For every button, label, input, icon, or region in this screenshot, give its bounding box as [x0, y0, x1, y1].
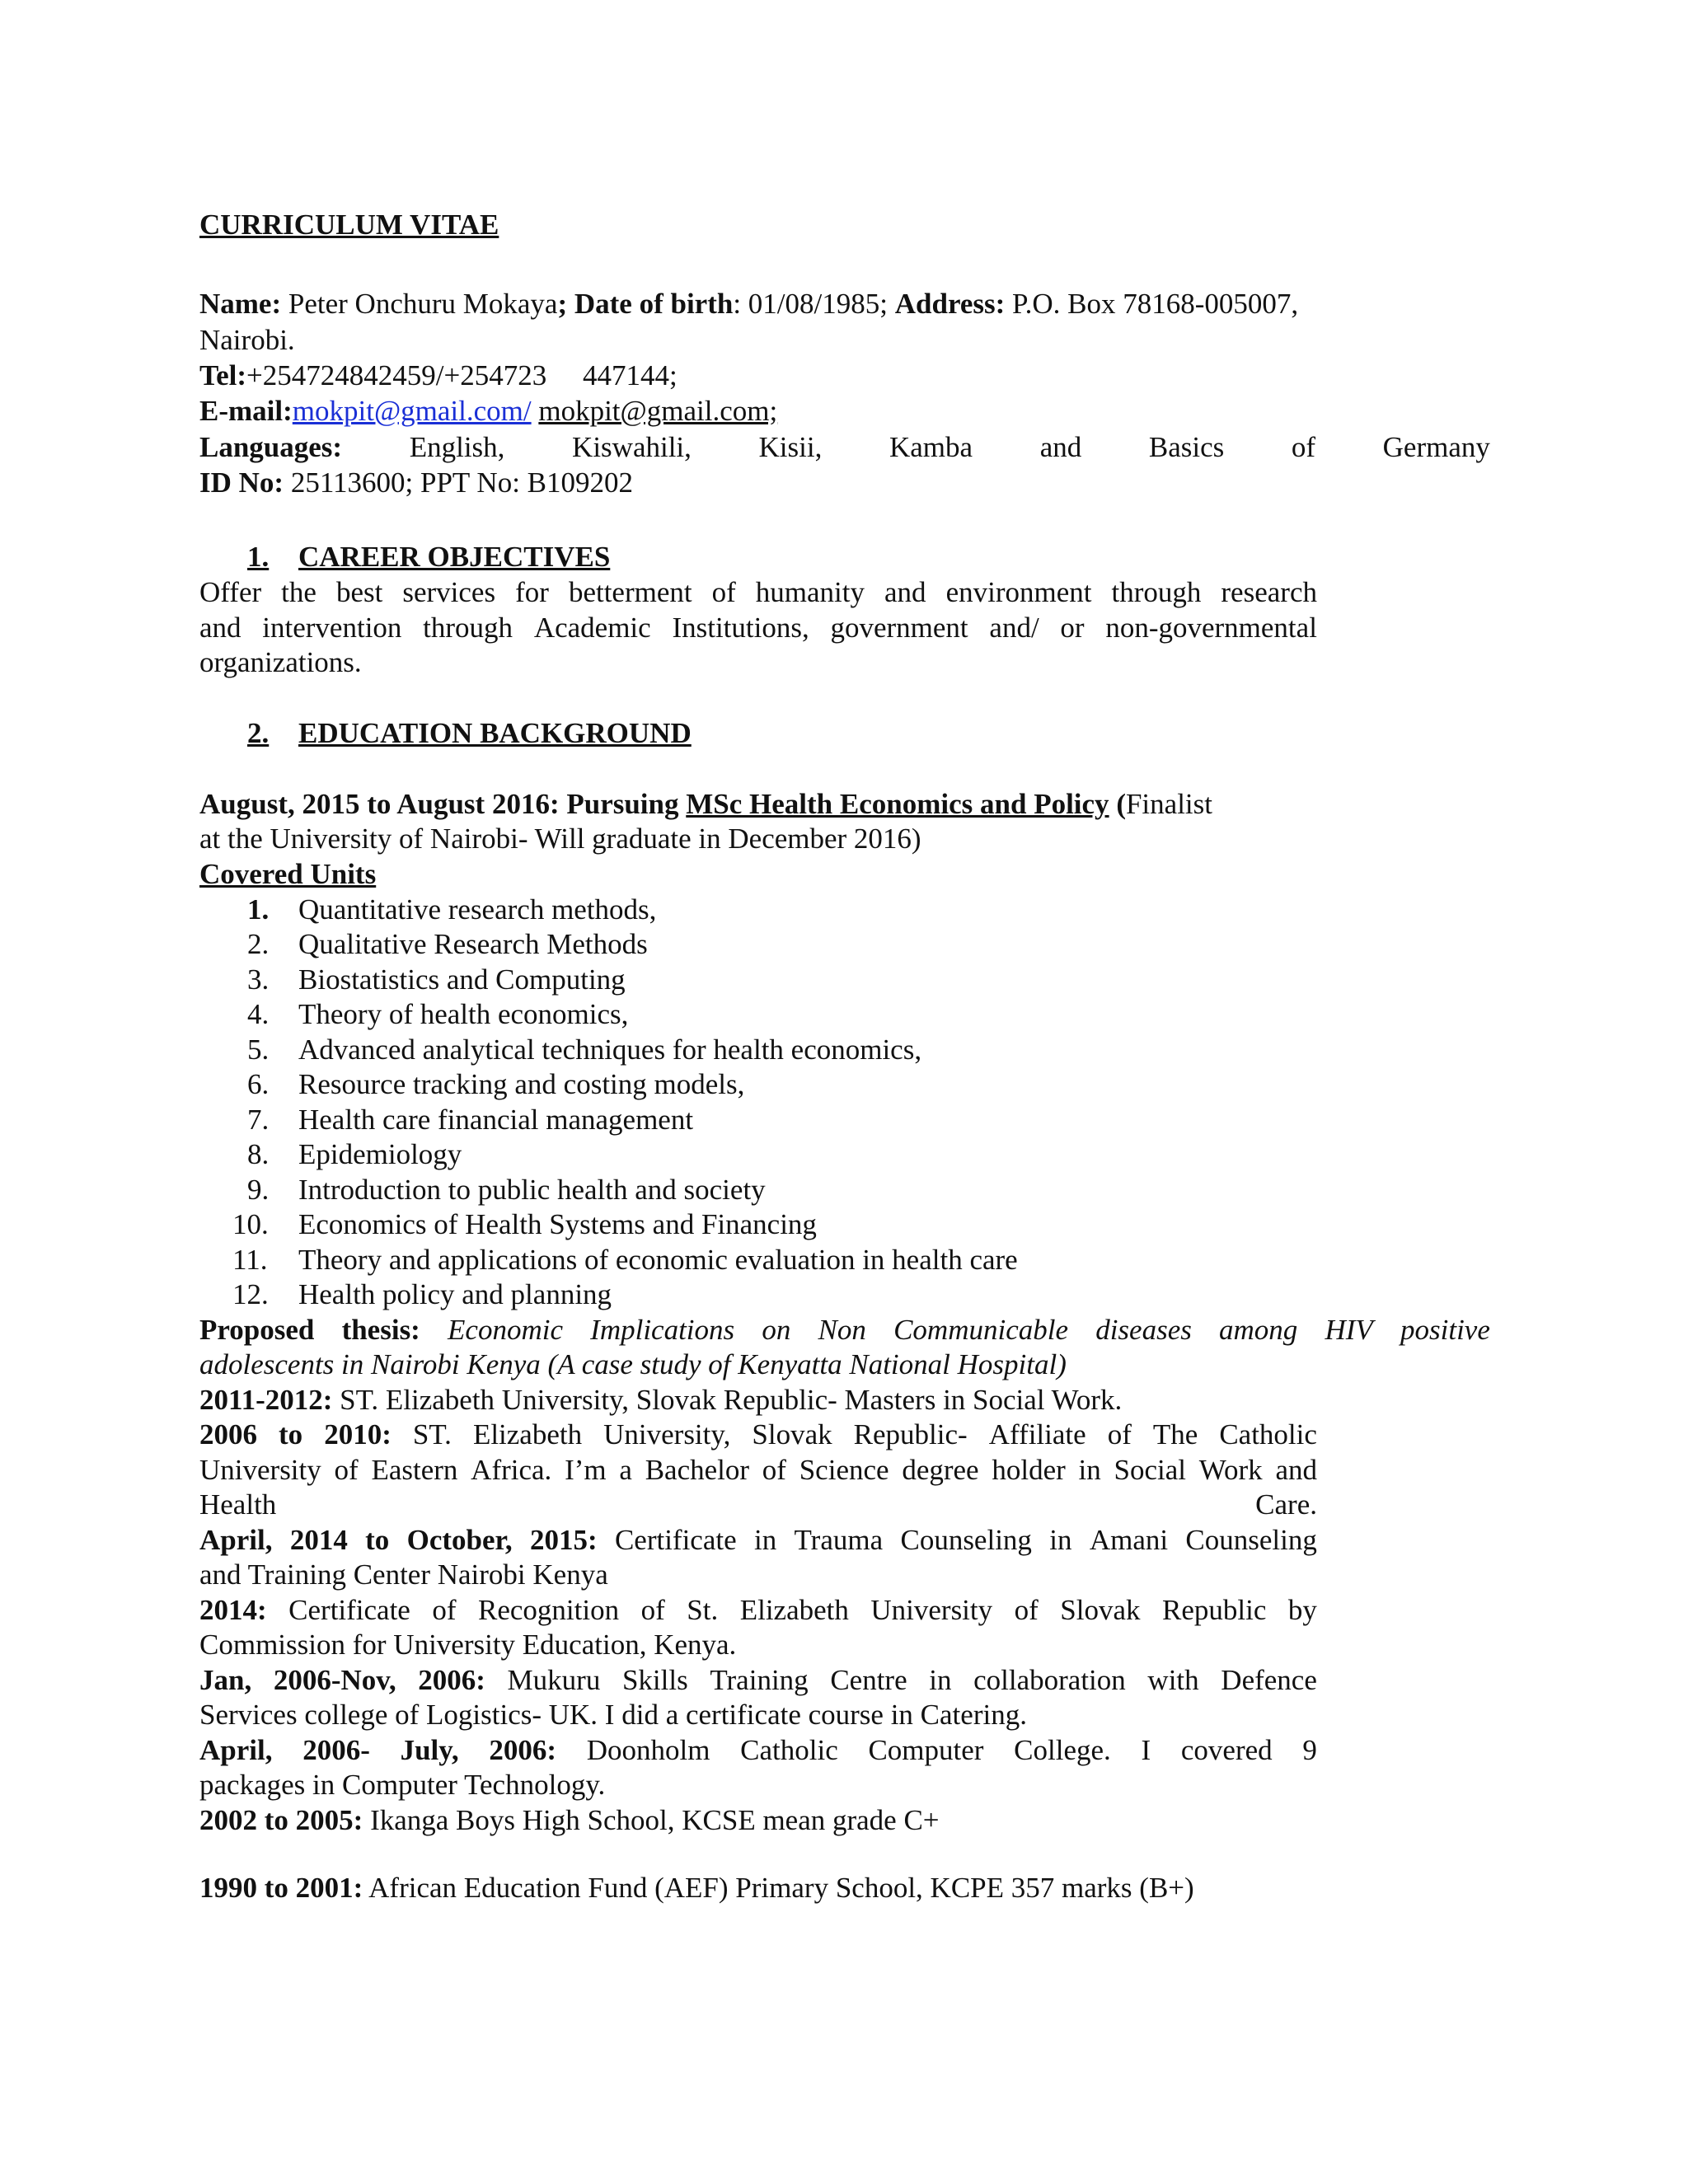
thesis-label-word: Proposed — [199, 1314, 315, 1346]
msc-paren: ( — [1109, 788, 1126, 820]
education-entry-2002 — [199, 1803, 940, 1838]
document-title: CURRICULUM VITAE — [199, 209, 499, 241]
word: Republic — [1162, 1594, 1267, 1626]
unit-text: Quantitative research methods, — [298, 893, 657, 926]
word: betterment — [568, 576, 692, 608]
thesis-word: diseases — [1095, 1314, 1192, 1346]
id-line — [199, 466, 633, 500]
education-entry-2006-line-3 — [199, 1488, 1317, 1522]
word: Elizabeth — [472, 1418, 583, 1451]
entry-date-word: Jan, — [199, 1664, 252, 1696]
entry-date: 2014: — [199, 1594, 267, 1626]
word: Certificate — [288, 1594, 410, 1626]
word: Trauma — [794, 1524, 884, 1556]
unit-number: 5. — [247, 1033, 270, 1066]
word: Doonholm — [586, 1734, 710, 1766]
thesis-label-word: thesis: — [341, 1314, 420, 1346]
word: University — [870, 1594, 993, 1626]
word: services — [402, 576, 496, 608]
word: Care. — [1255, 1488, 1317, 1521]
word: Defence — [1221, 1664, 1317, 1696]
word: Slovak — [1060, 1594, 1141, 1626]
msc-tail: Finalist — [1125, 788, 1212, 820]
word: Counseling — [900, 1524, 1032, 1556]
unit-number: 12. — [232, 1278, 269, 1310]
unit-text: Economics of Health Systems and Financing — [298, 1208, 817, 1240]
word: Catholic — [1219, 1418, 1317, 1451]
word: I’m — [565, 1454, 607, 1486]
education-entry-apr2006-line-1 — [199, 1733, 1317, 1768]
education-entry-2014b-line-1 — [199, 1593, 1317, 1628]
unit-number: 10. — [232, 1208, 269, 1240]
word: Catholic — [740, 1734, 838, 1766]
id-label: ID No: — [199, 466, 284, 499]
word: Training — [710, 1664, 809, 1696]
objective-line-2 — [199, 611, 1317, 645]
languages-label: Languages: — [199, 431, 343, 463]
word: the — [281, 576, 316, 608]
thesis-word: Economic — [448, 1314, 563, 1346]
unit-number: 8. — [247, 1138, 270, 1170]
word: Work — [1198, 1454, 1263, 1486]
word: with — [1147, 1664, 1199, 1696]
education-entry-2014-line-2: and Training Center Nairobi Kenya — [199, 1558, 608, 1591]
unit-number: 7. — [247, 1104, 270, 1136]
word: Skills — [621, 1664, 688, 1696]
objective-line-1 — [199, 575, 1317, 610]
word: and — [199, 612, 241, 644]
word: University, — [603, 1418, 731, 1451]
word: The — [1152, 1418, 1198, 1451]
word: or — [1060, 612, 1085, 644]
unit-number: 2. — [247, 928, 270, 960]
language-word: Kiswahili, — [572, 431, 692, 463]
entry-text: ST. Elizabeth University, Slovak Republic- Masters in Social Work. — [332, 1384, 1123, 1416]
email-link-1[interactable]: mokpit@gmail.com/ — [292, 395, 532, 427]
address-value: P.O. Box 78168-005007, — [1005, 288, 1299, 320]
word: Health — [199, 1488, 277, 1521]
unit-number: 3. — [247, 963, 270, 996]
thesis-word: on — [762, 1314, 791, 1346]
entry-date-word: 2014 — [289, 1524, 348, 1556]
tel-value: +254724842459/+254723 447144; — [246, 359, 678, 391]
thesis-word: Non — [818, 1314, 866, 1346]
word: humanity — [755, 576, 865, 608]
word: Centre — [830, 1664, 907, 1696]
education-entry-2014b-line-2: Commission for University Education, Kenya. — [199, 1629, 737, 1661]
language-word: Kamba — [889, 431, 973, 463]
thesis-word: positive — [1400, 1314, 1490, 1346]
word: Republic- — [853, 1418, 968, 1451]
word: of — [432, 1594, 457, 1626]
word: ST. — [412, 1418, 452, 1451]
word: Science — [799, 1454, 889, 1486]
section-2-title: EDUCATION BACKGROUND — [298, 717, 692, 749]
email-link-2[interactable]: mokpit@gmail.com; — [538, 395, 778, 427]
entry-date: 1990 to 2001: — [199, 1872, 363, 1904]
language-word: of — [1291, 431, 1316, 463]
dob-value: : 01/08/1985; — [733, 288, 895, 320]
word: of — [640, 1594, 665, 1626]
language-word: Germany — [1382, 431, 1490, 463]
unit-text: Theory of health economics, — [298, 998, 629, 1030]
objective-line-3: organizations. — [199, 646, 362, 678]
unit-text: Advanced analytical techniques for health economics, — [298, 1033, 922, 1066]
unit-text: Health care financial management — [298, 1104, 694, 1136]
word: Bachelor — [645, 1454, 750, 1486]
unit-text: Qualitative Research Methods — [298, 928, 648, 960]
word: of — [711, 576, 736, 608]
section-1-number: 1. — [247, 541, 270, 573]
language-word: English, — [409, 431, 505, 463]
education-entry-jan2006-line-2: Services college of Logistics- UK. I did a certificate course in Catering. — [199, 1699, 1027, 1731]
word: Mukuru — [507, 1664, 601, 1696]
word: 9 — [1302, 1734, 1317, 1766]
word: holder — [992, 1454, 1066, 1486]
word: St. — [687, 1594, 719, 1626]
word: in — [1078, 1454, 1101, 1486]
thesis-word: HIV — [1325, 1314, 1373, 1346]
msc-title: MSc Health Economics and Policy — [686, 788, 1109, 820]
section-1-title: CAREER OBJECTIVES — [298, 541, 611, 573]
msc-line-2: at the University of Nairobi- Will graduate in December 2016) — [199, 823, 921, 855]
word: of — [1107, 1418, 1132, 1451]
word: Academic — [533, 612, 651, 644]
word: covered — [1180, 1734, 1273, 1766]
entry-date-word: 2010: — [324, 1418, 392, 1451]
word: in — [1049, 1524, 1072, 1556]
word: Social — [1114, 1454, 1187, 1486]
education-entry-jan2006-line-1 — [199, 1663, 1317, 1698]
tel-line — [199, 359, 678, 393]
word: Africa. — [471, 1454, 552, 1486]
word: Affiliate — [988, 1418, 1086, 1451]
entry-date-word: April, — [199, 1734, 273, 1766]
word: Eastern — [371, 1454, 458, 1486]
word: of — [762, 1454, 786, 1486]
entry-date: 2011-2012: — [199, 1384, 333, 1416]
unit-text: Introduction to public health and society — [298, 1174, 766, 1206]
word: Elizabeth — [739, 1594, 849, 1626]
unit-number: 11. — [232, 1244, 268, 1276]
entry-date-word: 2015: — [529, 1524, 598, 1556]
word: government — [830, 612, 968, 644]
address-line-2: Nairobi. — [199, 324, 295, 356]
entry-date-word: to — [279, 1418, 303, 1451]
word: intervention — [262, 612, 402, 644]
word: Offer — [199, 576, 262, 608]
word: of — [334, 1454, 359, 1486]
word: for — [515, 576, 549, 608]
word: environment — [945, 576, 1092, 608]
unit-text: Theory and applications of economic evaluation in health care — [298, 1244, 1018, 1276]
thesis-word: Communicable — [893, 1314, 1068, 1346]
section-2-number: 2. — [247, 717, 270, 749]
unit-number: 6. — [247, 1068, 270, 1100]
thesis-line-1 — [199, 1313, 1490, 1347]
entry-date-word: 2006- — [302, 1734, 370, 1766]
word: by — [1287, 1594, 1317, 1626]
entry-date-word: 2006: — [418, 1664, 485, 1696]
address-label: Address: — [894, 288, 1006, 320]
word: Computer — [868, 1734, 984, 1766]
unit-text: Epidemiology — [298, 1138, 462, 1170]
entry-date: 2002 to 2005: — [199, 1804, 363, 1836]
word: through — [1111, 576, 1202, 608]
dob-label: Date of birth — [567, 288, 734, 320]
id-value: 25113600; PPT No: B109202 — [284, 466, 634, 499]
entry-date-word: July, — [400, 1734, 459, 1766]
word: and — [884, 576, 926, 608]
name-label: Name: — [199, 288, 282, 320]
thesis-word: Implications — [590, 1314, 735, 1346]
word: College. — [1014, 1734, 1111, 1766]
word: a — [619, 1454, 632, 1486]
entry-date-word: April, — [199, 1524, 273, 1556]
education-entry-2006-line-2 — [199, 1453, 1317, 1488]
education-entry-2014-line-1 — [199, 1523, 1317, 1558]
word: best — [335, 576, 383, 608]
word: research — [1221, 576, 1317, 608]
word: collaboration — [973, 1664, 1126, 1696]
personal-line-1 — [199, 287, 1298, 321]
name-separator: ; — [557, 288, 568, 320]
languages-line — [199, 430, 1490, 465]
name-value: Peter Onchuru Mokaya — [281, 288, 558, 320]
unit-number: 1. — [247, 893, 270, 926]
email-label: E-mail: — [199, 395, 293, 427]
unit-number: 9. — [247, 1174, 270, 1206]
thesis-word: among — [1219, 1314, 1298, 1346]
education-entry-apr2006-line-2: packages in Computer Technology. — [199, 1769, 606, 1801]
language-word: and — [1039, 431, 1082, 463]
unit-text: Health policy and planning — [298, 1278, 612, 1310]
tel-label: Tel: — [199, 359, 247, 391]
msc-prefix: August, 2015 to August 2016: Pursuing — [199, 788, 687, 820]
word: Amani — [1089, 1524, 1169, 1556]
word: in — [753, 1524, 777, 1556]
unit-text: Resource tracking and costing models, — [298, 1068, 745, 1100]
word: degree — [902, 1454, 979, 1486]
entry-date-word: October, — [406, 1524, 513, 1556]
unit-text: Biostatistics and Computing — [298, 963, 626, 996]
thesis-line-2: adolescents in Nairobi Kenya (A case study of Kenyatta National Hospital) — [199, 1348, 1067, 1380]
word: Counseling — [1185, 1524, 1317, 1556]
word: of — [1014, 1594, 1039, 1626]
education-entry-2006-line-1 — [199, 1418, 1317, 1452]
word: Slovak — [752, 1418, 832, 1451]
word: Institutions, — [672, 612, 809, 644]
entry-text: Ikanga Boys High School, KCSE mean grade C+ — [363, 1804, 940, 1836]
msc-line-1 — [199, 787, 1212, 822]
unit-number: 4. — [247, 998, 270, 1030]
entry-date-word: 2006 — [199, 1418, 257, 1451]
word: and/ — [989, 612, 1039, 644]
language-word: Basics — [1148, 431, 1225, 463]
entry-text: African Education Fund (AEF) Primary School, KCPE 357 marks (B+) — [363, 1872, 1194, 1904]
education-entry-2011 — [199, 1383, 1122, 1418]
entry-date-word: 2006: — [489, 1734, 556, 1766]
word: in — [929, 1664, 952, 1696]
word: I — [1141, 1734, 1151, 1766]
language-word: Kisii, — [758, 431, 823, 463]
word: non-governmental — [1105, 612, 1317, 644]
entry-date-word: 2006-Nov, — [273, 1664, 396, 1696]
word: Recognition — [478, 1594, 620, 1626]
entry-date-word: to — [365, 1524, 390, 1556]
word: through — [423, 612, 513, 644]
email-line — [199, 394, 777, 429]
word: University — [199, 1454, 321, 1486]
covered-units-label: Covered Units — [199, 858, 377, 890]
word: Certificate — [614, 1524, 737, 1556]
education-entry-1990 — [199, 1871, 1194, 1905]
word: and — [1275, 1454, 1317, 1486]
